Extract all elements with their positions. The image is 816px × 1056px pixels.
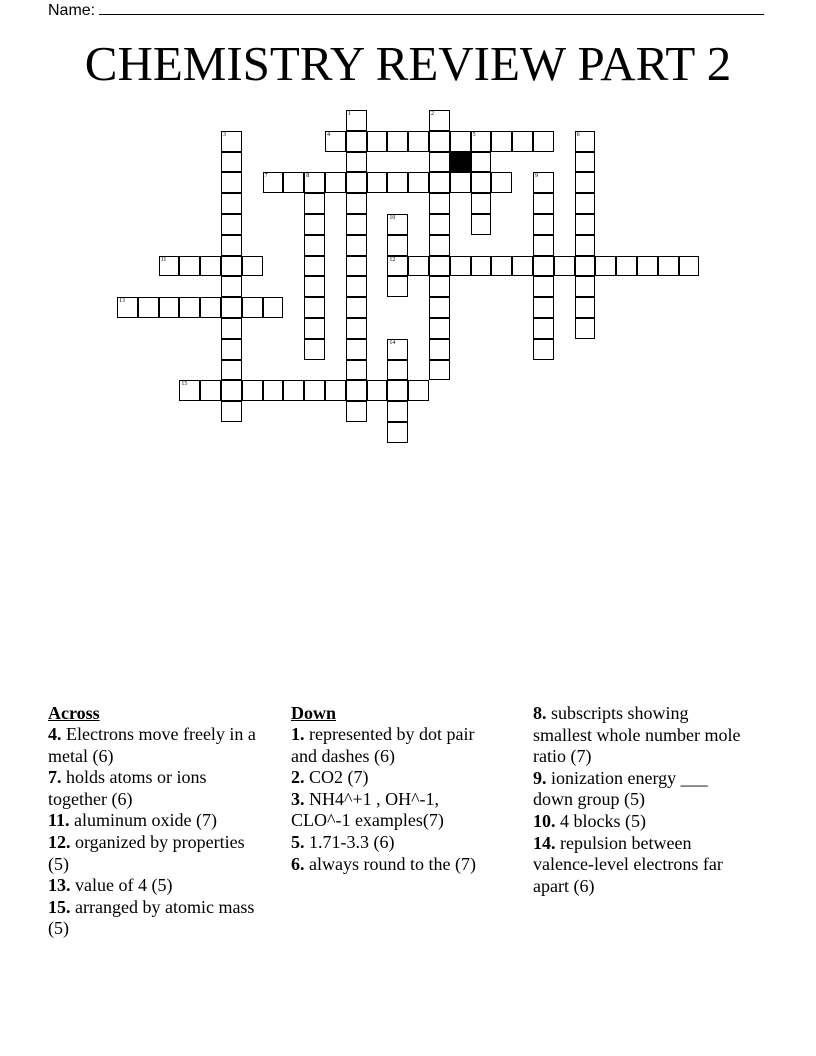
grid-cell[interactable] xyxy=(429,256,450,277)
cell-number: 6 xyxy=(576,131,580,138)
grid-cell[interactable] xyxy=(408,172,429,193)
grid-cell[interactable] xyxy=(429,339,450,360)
grid-cell[interactable] xyxy=(512,131,533,152)
clue-number: 11. xyxy=(48,810,70,831)
cell-number: 5 xyxy=(472,131,476,138)
grid-cell[interactable] xyxy=(533,339,554,360)
grid-cell[interactable] xyxy=(491,172,512,193)
grid-cell[interactable] xyxy=(429,318,450,339)
clue-text: repulsion between valence-level electrons far apart (6) xyxy=(533,832,723,896)
cell-number: 8 xyxy=(306,173,310,180)
down-clues-continued xyxy=(533,703,743,897)
grid-cell[interactable] xyxy=(575,297,596,318)
grid-cell[interactable] xyxy=(616,256,637,277)
grid-cell[interactable] xyxy=(429,172,450,193)
grid-cell[interactable] xyxy=(408,256,429,277)
clue-item xyxy=(533,811,743,833)
cell-number: 3 xyxy=(223,131,226,138)
name-line[interactable] xyxy=(99,0,764,15)
grid-cell[interactable] xyxy=(533,318,554,339)
grid-cell[interactable] xyxy=(304,297,325,318)
clue-text: always round to the (7) xyxy=(309,853,476,874)
grid-cell[interactable] xyxy=(221,360,242,381)
grid-cell[interactable] xyxy=(429,193,450,214)
grid-cell[interactable] xyxy=(471,256,492,277)
grid-cell[interactable] xyxy=(346,110,367,131)
grid-cell[interactable] xyxy=(304,276,325,297)
grid-cell[interactable] xyxy=(304,214,325,235)
grid-cell[interactable] xyxy=(200,297,221,318)
clue-number: 1. xyxy=(291,724,305,744)
grid-cell[interactable] xyxy=(242,380,263,401)
grid-cell[interactable] xyxy=(179,256,200,277)
grid-cell[interactable] xyxy=(304,235,325,256)
clue-item xyxy=(533,768,743,811)
clue-text: arranged by atomic mass (5) xyxy=(48,896,255,939)
grid-cell[interactable] xyxy=(533,235,554,256)
clue-text: 1.71-3.3 (6) xyxy=(309,831,395,852)
clue-number: 13. xyxy=(48,875,71,896)
clue-text: represented by dot pair and dashes (6) xyxy=(291,724,475,766)
grid-cell[interactable] xyxy=(221,297,242,318)
grid-cell[interactable] xyxy=(387,360,408,381)
grid-cell[interactable] xyxy=(387,235,408,256)
grid-cell[interactable] xyxy=(325,131,346,152)
grid-cell[interactable] xyxy=(554,256,575,277)
clue-number: 15. xyxy=(48,896,71,917)
grid-cell[interactable] xyxy=(304,172,325,193)
clue-number: 12. xyxy=(48,831,71,852)
grid-cell[interactable] xyxy=(658,256,679,277)
grid-cell[interactable] xyxy=(533,256,554,277)
grid-cell[interactable] xyxy=(304,193,325,214)
crossword-grid xyxy=(117,110,717,450)
down-heading: Down xyxy=(291,703,337,723)
grid-cell[interactable] xyxy=(346,380,367,401)
cell-number: 13 xyxy=(119,298,125,305)
clue-item xyxy=(48,724,258,767)
clue-number: 6. xyxy=(291,853,305,874)
grid-cell[interactable] xyxy=(387,422,408,443)
grid-cell[interactable] xyxy=(346,276,367,297)
grid-cell[interactable] xyxy=(429,131,450,152)
grid-cell[interactable] xyxy=(408,380,429,401)
grid-cell[interactable] xyxy=(429,110,450,131)
grid-cell[interactable] xyxy=(221,152,242,173)
grid-cell[interactable] xyxy=(221,193,242,214)
grid-cell[interactable] xyxy=(346,152,367,173)
clue-item xyxy=(48,875,258,897)
grid-cell[interactable] xyxy=(367,380,388,401)
clue-text: holds atoms or ions together (6) xyxy=(48,767,207,809)
grid-cell[interactable] xyxy=(429,276,450,297)
grid-cell[interactable] xyxy=(117,297,138,318)
clue-number: 2. xyxy=(291,767,305,788)
grid-cell[interactable] xyxy=(200,380,221,401)
grid-cell[interactable] xyxy=(159,297,180,318)
grid-cell[interactable] xyxy=(221,339,242,360)
grid-cell[interactable] xyxy=(221,131,242,152)
clue-item xyxy=(533,833,743,898)
grid-cell[interactable] xyxy=(304,380,325,401)
clue-item xyxy=(48,767,258,810)
grid-cell[interactable] xyxy=(138,297,159,318)
grid-cell[interactable] xyxy=(221,256,242,277)
grid-cell[interactable] xyxy=(450,131,471,152)
grid-cell[interactable] xyxy=(533,276,554,297)
grid-cell[interactable] xyxy=(575,276,596,297)
clue-item xyxy=(291,724,501,767)
clue-number: 7. xyxy=(48,767,62,788)
grid-cell[interactable] xyxy=(533,214,554,235)
grid-cell[interactable] xyxy=(159,256,180,277)
grid-cell[interactable] xyxy=(221,214,242,235)
grid-cell[interactable] xyxy=(471,152,492,173)
grid-cell[interactable] xyxy=(450,256,471,277)
name-label: Name: xyxy=(48,2,96,19)
grid-cell[interactable] xyxy=(575,172,596,193)
clue-text: NH4^+1 , OH^-1, CLO^-1 examples(7) xyxy=(291,788,444,831)
grid-cell[interactable] xyxy=(346,297,367,318)
grid-cell[interactable] xyxy=(346,256,367,277)
grid-cell[interactable] xyxy=(387,172,408,193)
cell-number: 14 xyxy=(389,339,396,346)
grid-cell[interactable] xyxy=(304,256,325,277)
cell-number: 10 xyxy=(389,215,396,221)
clue-text: 4 blocks (5) xyxy=(560,810,646,831)
grid-cell[interactable] xyxy=(450,172,471,193)
grid-cell[interactable] xyxy=(221,318,242,339)
grid-cell[interactable] xyxy=(221,380,242,401)
grid-cell[interactable] xyxy=(387,214,408,235)
grid-cell[interactable] xyxy=(533,193,554,214)
cell-number: 7 xyxy=(264,173,268,180)
grid-cell[interactable] xyxy=(387,256,408,277)
grid-cell[interactable] xyxy=(346,235,367,256)
grid-cell[interactable] xyxy=(575,193,596,214)
clue-item xyxy=(291,789,501,832)
grid-cell[interactable] xyxy=(533,297,554,318)
clue-text: ionization energy ___ down group (5) xyxy=(533,767,708,810)
grid-cell[interactable] xyxy=(346,339,367,360)
grid-cell[interactable] xyxy=(387,276,408,297)
grid-cell[interactable] xyxy=(575,131,596,152)
grid-cell[interactable] xyxy=(429,297,450,318)
grid-cell[interactable] xyxy=(200,256,221,277)
grid-cell[interactable] xyxy=(221,172,242,193)
grid-cell[interactable] xyxy=(595,256,616,277)
clue-number: 10. xyxy=(533,810,556,831)
grid-cell[interactable] xyxy=(221,235,242,256)
clue-item xyxy=(291,832,501,854)
grid-cell[interactable] xyxy=(346,318,367,339)
grid-cell[interactable] xyxy=(387,380,408,401)
cell-number: 2 xyxy=(431,111,434,117)
grid-cell[interactable] xyxy=(429,152,450,173)
grid-cell[interactable] xyxy=(408,131,429,152)
clue-text: subscripts showing smallest whole number mole ratio (7) xyxy=(533,703,741,767)
grid-cell[interactable] xyxy=(346,214,367,235)
grid-cell[interactable] xyxy=(533,172,554,193)
black-cell xyxy=(450,152,471,173)
grid-cell[interactable] xyxy=(304,318,325,339)
grid-cell[interactable] xyxy=(575,256,596,277)
grid-cell[interactable] xyxy=(242,256,263,277)
page-title: CHEMISTRY REVIEW PART 2 xyxy=(84,36,732,91)
across-clues xyxy=(48,702,258,940)
grid-cell[interactable] xyxy=(512,256,533,277)
clue-item xyxy=(291,767,501,789)
grid-cell[interactable] xyxy=(283,172,304,193)
grid-cell[interactable] xyxy=(367,172,388,193)
across-heading: Across xyxy=(48,703,100,723)
grid-cell[interactable] xyxy=(179,380,200,401)
grid-cell[interactable] xyxy=(346,172,367,193)
grid-cell[interactable] xyxy=(491,256,512,277)
cell-number: 12 xyxy=(389,256,396,263)
grid-cell[interactable] xyxy=(346,131,367,152)
grid-cell[interactable] xyxy=(325,380,346,401)
clue-number: 14. xyxy=(533,832,556,853)
grid-cell[interactable] xyxy=(575,235,596,256)
clue-number: 3. xyxy=(291,788,305,809)
grid-cell[interactable] xyxy=(325,172,346,193)
grid-cell[interactable] xyxy=(367,131,388,152)
grid-cell[interactable] xyxy=(221,401,242,422)
clue-text: aluminum oxide (7) xyxy=(74,810,217,831)
grid-cell[interactable] xyxy=(575,214,596,235)
cell-number: 9 xyxy=(535,173,538,180)
clue-item xyxy=(48,832,258,875)
cell-number: 11 xyxy=(160,256,167,263)
grid-cell[interactable] xyxy=(429,214,450,235)
cell-number: 4 xyxy=(327,131,330,138)
clue-text: CO2 (7) xyxy=(309,767,369,788)
clue-item xyxy=(48,810,258,832)
grid-cell[interactable] xyxy=(263,297,284,318)
grid-cell[interactable] xyxy=(387,131,408,152)
grid-cell[interactable] xyxy=(471,131,492,152)
grid-cell[interactable] xyxy=(575,318,596,339)
clue-text: value of 4 (5) xyxy=(75,875,173,896)
clue-number: 4. xyxy=(48,724,62,744)
grid-cell[interactable] xyxy=(346,401,367,422)
grid-cell[interactable] xyxy=(387,339,408,360)
grid-cell[interactable] xyxy=(283,380,304,401)
grid-cell[interactable] xyxy=(637,256,658,277)
clue-number: 9. xyxy=(533,767,547,788)
grid-cell[interactable] xyxy=(429,360,450,381)
grid-cell[interactable] xyxy=(471,193,492,214)
grid-cell[interactable] xyxy=(242,297,263,318)
grid-cell[interactable] xyxy=(221,276,242,297)
grid-cell[interactable] xyxy=(346,193,367,214)
grid-cell[interactable] xyxy=(179,297,200,318)
clue-number: 5. xyxy=(291,831,305,852)
grid-cell[interactable] xyxy=(263,380,284,401)
grid-cell[interactable] xyxy=(429,235,450,256)
clue-item xyxy=(48,897,258,940)
clue-number: 8. xyxy=(533,703,547,723)
cell-number: 15 xyxy=(181,381,188,388)
grid-cell[interactable] xyxy=(533,131,554,152)
grid-cell[interactable] xyxy=(491,131,512,152)
down-clues xyxy=(291,702,501,875)
clue-item xyxy=(533,703,743,768)
name-field[interactable] xyxy=(48,0,764,21)
cell-number: 1 xyxy=(347,111,351,117)
grid-cell[interactable] xyxy=(304,339,325,360)
grid-cell[interactable] xyxy=(471,172,492,193)
clue-text: organized by properties (5) xyxy=(48,831,245,874)
clue-text: Electrons move freely in a metal (6) xyxy=(48,724,256,766)
grid-cell[interactable] xyxy=(387,401,408,422)
grid-cell[interactable] xyxy=(679,256,700,277)
grid-cell[interactable] xyxy=(471,214,492,235)
grid-cell[interactable] xyxy=(346,360,367,381)
grid-cell[interactable] xyxy=(263,172,284,193)
grid-cell[interactable] xyxy=(575,152,596,173)
clue-item xyxy=(291,854,501,876)
